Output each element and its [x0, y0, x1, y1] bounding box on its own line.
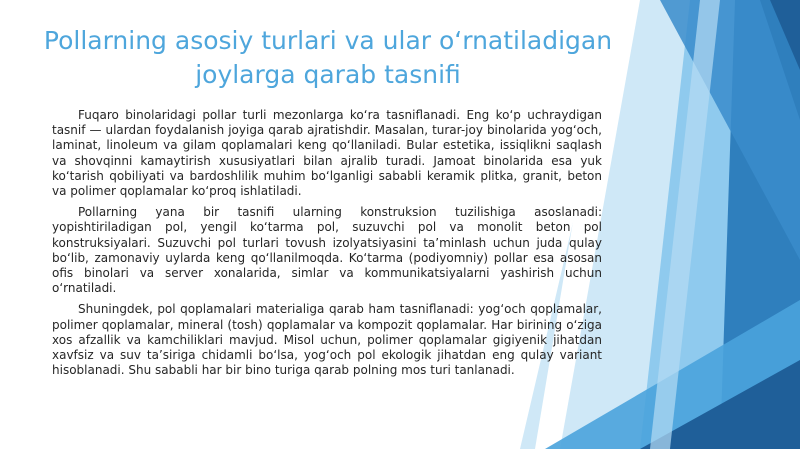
- paragraph: Fuqaro binolaridagi pollar turli mezonlarga ko‘ra tasniflanadi. Eng ko‘p uchraydigan tasnif — ulardan foydalanish joyiga qarab ajratishdir. Masalan, turar-joy binolarida yog‘och, laminat, linoleum va gilam qoplamalari keng qo‘llaniladi. Bular estetika, issiqlikni saqlash va shovqinni kamaytirish xususiyatlari bilan ajralib turadi. Jamoat binolarida esa yuk ko‘tarish qobiliyati va bardoshlilik muhim bo‘lganligi sababli keramik plitka, granit, beton va polimer qoplamalar ko‘proq ishlatiladi.: [52, 108, 602, 199]
- slide-body: [52, 108, 602, 384]
- paragraph: Shuningdek, pol qoplamalari materialiga qarab ham tasniflanadi: yog‘och qoplamalar, polimer qoplamalar, mineral (tosh) qoplamalar va kompozit qoplamalar. Har birining o‘ziga xos afzallik va kamchiliklari mavjud. Misol uchun, polimer qoplamalar gigiyenik jihatdan xavfsiz va suv ta’siriga chidamli bo‘lsa, yog‘och pol ekologik jihatdan eng qulay variant hisoblanadi. Shu sababli har bir bino turiga qarab polning mos turi tanlanadi.: [52, 302, 602, 378]
- paragraph: Pollarning yana bir tasnifi ularning konstruksion tuzilishiga asoslanadi: yopishtiriladigan pol, yengil ko‘tarma pol, suzuvchi pol va monolit beton pol konstruksiyalari. Suzuvchi pol turlari tovush izolyatsiyasini ta’minlash uchun juda qulay bo‘lib, zamonaviy uylarda keng qo‘llanilmoqda. Ko‘tarma (podiyomniy) pollar esa asosan ofis binolari va server xonalarida, simlar va kommunikatsiyalarni yashirish uchun o‘rnatiladi.: [52, 205, 602, 296]
- slide-title: Pollarning asosiy turlari va ular o‘rnatiladigan joylarga qarab tasnifi: [43, 26, 613, 89]
